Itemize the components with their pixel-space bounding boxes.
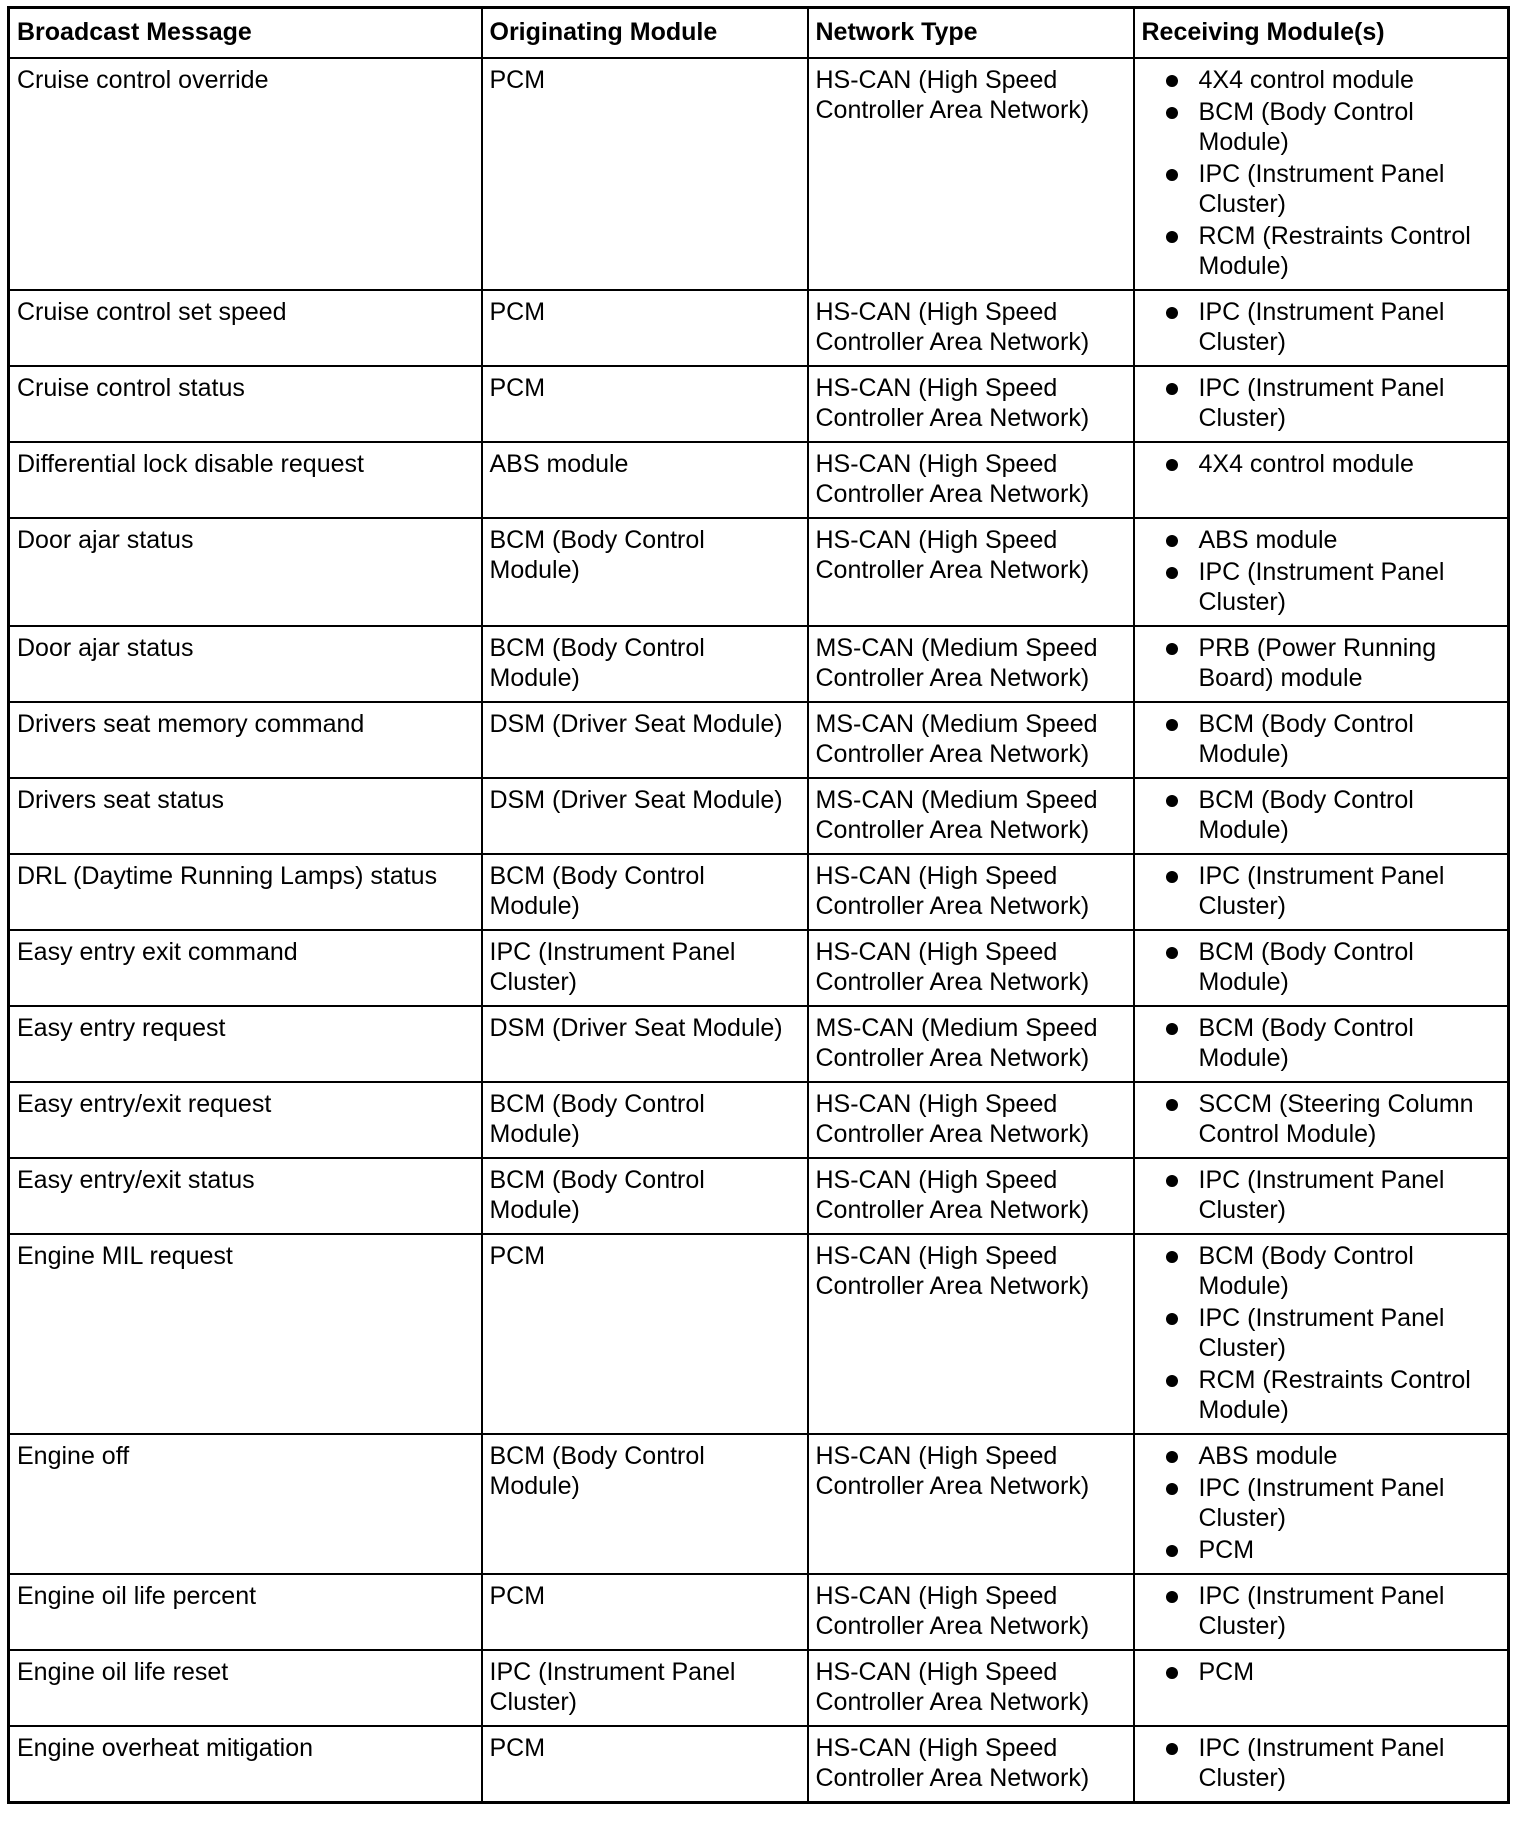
- receiving-modules-cell: [1134, 1234, 1509, 1434]
- network-type-cell: HS-CAN (High Speed Controller Area Network): [808, 518, 1134, 626]
- broadcast-message-cell: Drivers seat memory command: [9, 702, 482, 778]
- receiving-module-list: [1142, 785, 1501, 845]
- bullet-icon: [1166, 567, 1178, 579]
- network-type-cell: HS-CAN (High Speed Controller Area Network): [808, 1082, 1134, 1158]
- receiving-module-list: [1142, 709, 1501, 769]
- table-row: [9, 518, 1509, 626]
- originating-module-cell: PCM: [482, 290, 808, 366]
- list-item: [1142, 1089, 1501, 1149]
- list-item: [1142, 1303, 1501, 1363]
- originating-module-cell: DSM (Driver Seat Module): [482, 702, 808, 778]
- receiving-module-label: IPC (Instrument Panel Cluster): [1198, 558, 1445, 616]
- list-item: [1142, 1365, 1501, 1425]
- bullet-icon: [1166, 643, 1178, 655]
- list-item: [1142, 1441, 1501, 1471]
- table-row: [9, 366, 1509, 442]
- receiving-module-label: SCCM (Steering Column Control Module): [1198, 1090, 1474, 1148]
- table-row: [9, 58, 1509, 290]
- receiving-module-label: IPC (Instrument Panel Cluster): [1198, 374, 1445, 432]
- bullet-icon: [1166, 947, 1178, 959]
- network-type-cell: HS-CAN (High Speed Controller Area Network): [808, 1574, 1134, 1650]
- bullet-icon: [1166, 231, 1178, 243]
- table-row: [9, 1234, 1509, 1434]
- receiving-modules-cell: [1134, 366, 1509, 442]
- bullet-icon: [1166, 1251, 1178, 1263]
- originating-module-cell: PCM: [482, 1726, 808, 1803]
- originating-module-cell: PCM: [482, 1234, 808, 1434]
- broadcast-message-cell: Cruise control status: [9, 366, 482, 442]
- originating-module-cell: BCM (Body Control Module): [482, 626, 808, 702]
- originating-module-cell: IPC (Instrument Panel Cluster): [482, 930, 808, 1006]
- receiving-module-list: [1142, 1241, 1501, 1425]
- broadcast-message-table: [7, 6, 1510, 1804]
- table-row: [9, 1082, 1509, 1158]
- bullet-icon: [1166, 1313, 1178, 1325]
- receiving-modules-cell: [1134, 930, 1509, 1006]
- header-originating-module: Originating Module: [482, 8, 808, 59]
- network-type-cell: HS-CAN (High Speed Controller Area Network): [808, 1234, 1134, 1434]
- receiving-module-label: IPC (Instrument Panel Cluster): [1198, 1474, 1445, 1532]
- list-item: [1142, 297, 1501, 357]
- bullet-icon: [1166, 1743, 1178, 1755]
- network-type-cell: HS-CAN (High Speed Controller Area Network): [808, 930, 1134, 1006]
- list-item: [1142, 937, 1501, 997]
- network-type-cell: MS-CAN (Medium Speed Controller Area Network): [808, 778, 1134, 854]
- receiving-module-label: PCM: [1198, 1536, 1255, 1564]
- broadcast-message-cell: Engine off: [9, 1434, 482, 1574]
- receiving-module-list: [1142, 1733, 1501, 1793]
- bullet-icon: [1166, 1591, 1178, 1603]
- originating-module-cell: ABS module: [482, 442, 808, 518]
- bullet-icon: [1166, 719, 1178, 731]
- broadcast-message-cell: Engine oil life percent: [9, 1574, 482, 1650]
- header-receiving-modules: Receiving Module(s): [1134, 8, 1509, 59]
- list-item: [1142, 97, 1501, 157]
- table-row: [9, 1650, 1509, 1726]
- broadcast-message-cell: DRL (Daytime Running Lamps) status: [9, 854, 482, 930]
- broadcast-message-cell: Easy entry/exit request: [9, 1082, 482, 1158]
- bullet-icon: [1166, 383, 1178, 395]
- list-item: [1142, 1535, 1501, 1565]
- originating-module-cell: DSM (Driver Seat Module): [482, 778, 808, 854]
- header-broadcast-message: Broadcast Message: [9, 8, 482, 59]
- network-type-cell: MS-CAN (Medium Speed Controller Area Network): [808, 1006, 1134, 1082]
- receiving-modules-cell: [1134, 58, 1509, 290]
- receiving-modules-cell: [1134, 290, 1509, 366]
- broadcast-message-cell: Differential lock disable request: [9, 442, 482, 518]
- originating-module-cell: DSM (Driver Seat Module): [482, 1006, 808, 1082]
- table-row: [9, 442, 1509, 518]
- originating-module-cell: PCM: [482, 1574, 808, 1650]
- receiving-module-label: PRB (Power Running Board) module: [1198, 634, 1437, 692]
- receiving-modules-cell: [1134, 778, 1509, 854]
- receiving-module-label: BCM (Body Control Module): [1198, 786, 1414, 844]
- receiving-module-list: [1142, 1657, 1501, 1687]
- receiving-modules-cell: [1134, 1082, 1509, 1158]
- header-row: [9, 8, 1509, 59]
- table-row: [9, 1726, 1509, 1803]
- broadcast-message-cell: Engine oil life reset: [9, 1650, 482, 1726]
- list-item: [1142, 221, 1501, 281]
- list-item: [1142, 65, 1501, 95]
- receiving-module-list: [1142, 1581, 1501, 1641]
- table-row: [9, 1434, 1509, 1574]
- table-row: [9, 1574, 1509, 1650]
- receiving-modules-cell: [1134, 1650, 1509, 1726]
- list-item: [1142, 1013, 1501, 1073]
- receiving-modules-cell: [1134, 1006, 1509, 1082]
- network-type-cell: HS-CAN (High Speed Controller Area Network): [808, 854, 1134, 930]
- broadcast-message-cell: Engine overheat mitigation: [9, 1726, 482, 1803]
- bullet-icon: [1166, 307, 1178, 319]
- receiving-modules-cell: [1134, 1574, 1509, 1650]
- originating-module-cell: BCM (Body Control Module): [482, 1158, 808, 1234]
- bullet-icon: [1166, 1099, 1178, 1111]
- network-type-cell: HS-CAN (High Speed Controller Area Network): [808, 58, 1134, 290]
- receiving-module-list: [1142, 1441, 1501, 1565]
- originating-module-cell: BCM (Body Control Module): [482, 854, 808, 930]
- bullet-icon: [1166, 107, 1178, 119]
- list-item: [1142, 1241, 1501, 1301]
- receiving-module-list: [1142, 861, 1501, 921]
- broadcast-message-cell: Cruise control override: [9, 58, 482, 290]
- receiving-module-label: BCM (Body Control Module): [1198, 938, 1414, 996]
- bullet-icon: [1166, 795, 1178, 807]
- bullet-icon: [1166, 1451, 1178, 1463]
- receiving-modules-cell: [1134, 1434, 1509, 1574]
- network-type-cell: HS-CAN (High Speed Controller Area Network): [808, 290, 1134, 366]
- receiving-module-label: BCM (Body Control Module): [1198, 98, 1414, 156]
- receiving-module-list: [1142, 373, 1501, 433]
- bullet-icon: [1166, 75, 1178, 87]
- table-row: [9, 626, 1509, 702]
- broadcast-message-cell: Engine MIL request: [9, 1234, 482, 1434]
- network-type-cell: HS-CAN (High Speed Controller Area Network): [808, 1726, 1134, 1803]
- receiving-module-label: 4X4 control module: [1198, 66, 1414, 94]
- receiving-modules-cell: [1134, 854, 1509, 930]
- receiving-module-label: IPC (Instrument Panel Cluster): [1198, 298, 1445, 356]
- network-type-cell: HS-CAN (High Speed Controller Area Network): [808, 1650, 1134, 1726]
- header-network-type: Network Type: [808, 8, 1134, 59]
- receiving-module-label: BCM (Body Control Module): [1198, 1014, 1414, 1072]
- originating-module-cell: BCM (Body Control Module): [482, 1082, 808, 1158]
- receiving-module-list: [1142, 1089, 1501, 1149]
- receiving-modules-cell: [1134, 626, 1509, 702]
- receiving-module-label: 4X4 control module: [1198, 450, 1414, 478]
- list-item: [1142, 709, 1501, 769]
- receiving-module-list: [1142, 633, 1501, 693]
- receiving-modules-cell: [1134, 518, 1509, 626]
- receiving-module-label: ABS module: [1198, 1442, 1338, 1470]
- broadcast-message-cell: Easy entry/exit status: [9, 1158, 482, 1234]
- table-row: [9, 854, 1509, 930]
- receiving-module-label: IPC (Instrument Panel Cluster): [1198, 160, 1445, 218]
- receiving-module-label: RCM (Restraints Control Module): [1198, 222, 1471, 280]
- originating-module-cell: PCM: [482, 58, 808, 290]
- network-type-cell: HS-CAN (High Speed Controller Area Network): [808, 366, 1134, 442]
- network-type-cell: MS-CAN (Medium Speed Controller Area Network): [808, 702, 1134, 778]
- broadcast-message-cell: Drivers seat status: [9, 778, 482, 854]
- list-item: [1142, 557, 1501, 617]
- table-body: [9, 58, 1509, 1803]
- bullet-icon: [1166, 1667, 1178, 1679]
- list-item: [1142, 373, 1501, 433]
- receiving-module-label: IPC (Instrument Panel Cluster): [1198, 1304, 1445, 1362]
- receiving-module-list: [1142, 449, 1501, 479]
- network-type-cell: MS-CAN (Medium Speed Controller Area Network): [808, 626, 1134, 702]
- bullet-icon: [1166, 1375, 1178, 1387]
- list-item: [1142, 861, 1501, 921]
- table-row: [9, 778, 1509, 854]
- table-row: [9, 702, 1509, 778]
- bullet-icon: [1166, 169, 1178, 181]
- table-row: [9, 290, 1509, 366]
- list-item: [1142, 525, 1501, 555]
- bullet-icon: [1166, 1483, 1178, 1495]
- network-type-cell: HS-CAN (High Speed Controller Area Network): [808, 1158, 1134, 1234]
- bullet-icon: [1166, 1175, 1178, 1187]
- receiving-modules-cell: [1134, 1726, 1509, 1803]
- table-row: [9, 1158, 1509, 1234]
- receiving-module-list: [1142, 1165, 1501, 1225]
- receiving-module-label: PCM: [1198, 1658, 1255, 1686]
- broadcast-message-cell: Cruise control set speed: [9, 290, 482, 366]
- bullet-icon: [1166, 871, 1178, 883]
- receiving-module-list: [1142, 525, 1501, 617]
- table-row: [9, 1006, 1509, 1082]
- receiving-module-list: [1142, 1013, 1501, 1073]
- broadcast-message-cell: Door ajar status: [9, 626, 482, 702]
- receiving-modules-cell: [1134, 1158, 1509, 1234]
- receiving-module-label: IPC (Instrument Panel Cluster): [1198, 1582, 1445, 1640]
- list-item: [1142, 1733, 1501, 1793]
- list-item: [1142, 1657, 1501, 1687]
- table-row: [9, 930, 1509, 1006]
- receiving-module-label: BCM (Body Control Module): [1198, 1242, 1414, 1300]
- bullet-icon: [1166, 1545, 1178, 1557]
- receiving-module-label: IPC (Instrument Panel Cluster): [1198, 862, 1445, 920]
- network-type-cell: HS-CAN (High Speed Controller Area Network): [808, 1434, 1134, 1574]
- receiving-module-list: [1142, 297, 1501, 357]
- originating-module-cell: BCM (Body Control Module): [482, 518, 808, 626]
- receiving-module-label: ABS module: [1198, 526, 1338, 554]
- receiving-module-label: RCM (Restraints Control Module): [1198, 1366, 1471, 1424]
- list-item: [1142, 449, 1501, 479]
- list-item: [1142, 1473, 1501, 1533]
- receiving-module-label: IPC (Instrument Panel Cluster): [1198, 1734, 1445, 1792]
- broadcast-message-cell: Door ajar status: [9, 518, 482, 626]
- receiving-modules-cell: [1134, 702, 1509, 778]
- list-item: [1142, 1165, 1501, 1225]
- receiving-module-label: BCM (Body Control Module): [1198, 710, 1414, 768]
- list-item: [1142, 159, 1501, 219]
- list-item: [1142, 1581, 1501, 1641]
- network-type-cell: HS-CAN (High Speed Controller Area Network): [808, 442, 1134, 518]
- receiving-module-list: [1142, 937, 1501, 997]
- receiving-module-list: [1142, 65, 1501, 281]
- bullet-icon: [1166, 535, 1178, 547]
- originating-module-cell: IPC (Instrument Panel Cluster): [482, 1650, 808, 1726]
- bullet-icon: [1166, 1023, 1178, 1035]
- broadcast-message-cell: Easy entry exit command: [9, 930, 482, 1006]
- receiving-module-label: IPC (Instrument Panel Cluster): [1198, 1166, 1445, 1224]
- bullet-icon: [1166, 459, 1178, 471]
- broadcast-message-cell: Easy entry request: [9, 1006, 482, 1082]
- list-item: [1142, 785, 1501, 845]
- originating-module-cell: PCM: [482, 366, 808, 442]
- list-item: [1142, 633, 1501, 693]
- receiving-modules-cell: [1134, 442, 1509, 518]
- originating-module-cell: BCM (Body Control Module): [482, 1434, 808, 1574]
